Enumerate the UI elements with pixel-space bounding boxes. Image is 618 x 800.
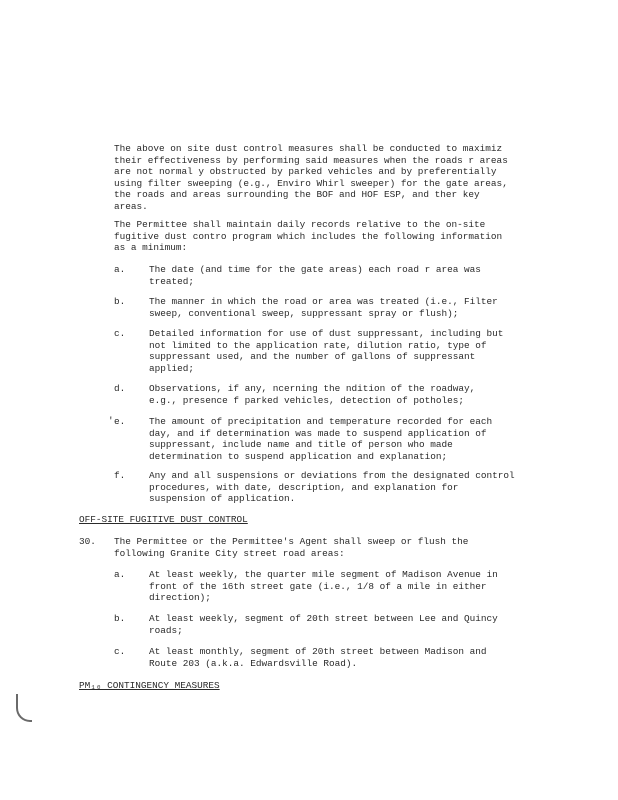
- item-label: b.: [114, 613, 126, 624]
- item-label: d.: [114, 383, 126, 394]
- section-text: The Permittee or the Permittee's Agent shall sweep or flush the following Granite City street road areas:: [114, 536, 469, 559]
- item-label: f.: [114, 470, 126, 481]
- binding-bracket: [16, 694, 32, 722]
- item-label: c.: [114, 646, 126, 657]
- item-text: The amount of precipitation and temperature recorded for each day, and if determination was made to suspend application of suppressant, include name and title of person who made determination to suspend application and explanation;: [149, 416, 493, 462]
- item-label: a.: [114, 264, 126, 275]
- margin-mark: ': [108, 415, 114, 426]
- item-text: Observations, if any, ncerning the ndition of the roadway, e.g., presence f parked vehicles, detection of potholes;: [149, 383, 476, 406]
- item-text: The date (and time for the gate areas) each road r area was treated;: [149, 264, 481, 287]
- offsite-heading: OFF-SITE FUGITIVE DUST CONTROL: [79, 514, 248, 525]
- records-paragraph: The Permittee shall maintain daily records relative to the on-site fugitive dust contro program which includes the following information as a minimum:: [114, 219, 503, 254]
- item-label: a.: [114, 569, 126, 580]
- intro-paragraph: The above on site dust control measures shall be conducted to maximiz their effectiveness by performing said measures when the roads r areas are not normal y obstructed by parked vehicles and by preferentially using filter sweeping (e.g., Enviro Whirl sweeper) for the gate areas, the roads and areas surrounding the BOF and HOF ESP, and ther key areas.: [114, 143, 508, 212]
- section-number: 30.: [79, 536, 96, 547]
- item-text: At least weekly, the quarter mile segment of Madison Avenue in front of the 16th street gate (i.e., 1/8 of a mile in either direction);: [149, 569, 498, 604]
- item-label: e.: [114, 416, 126, 427]
- item-text: Any and all suspensions or deviations from the designated control procedures, with date, description, and explanation for suspension of application.: [149, 470, 515, 505]
- pm-heading: PM₁₀ CONTINGENCY MEASURES: [79, 680, 220, 691]
- item-label: b.: [114, 296, 126, 307]
- item-text: The manner in which the road or area was treated (i.e., Filter sweep, conventional sweep, suppressant spray or flush);: [149, 296, 498, 319]
- item-text: At least weekly, segment of 20th street between Lee and Quincy roads;: [149, 613, 498, 636]
- item-label: c.: [114, 328, 126, 339]
- item-text: Detailed information for use of dust suppressant, including but not limited to the application rate, dilution ratio, type of suppressant used, and the number of gallons of suppressant applied;: [149, 328, 504, 374]
- item-text: At least monthly, segment of 20th street between Madison and Route 203 (a.k.a. Edwardsville Road).: [149, 646, 487, 669]
